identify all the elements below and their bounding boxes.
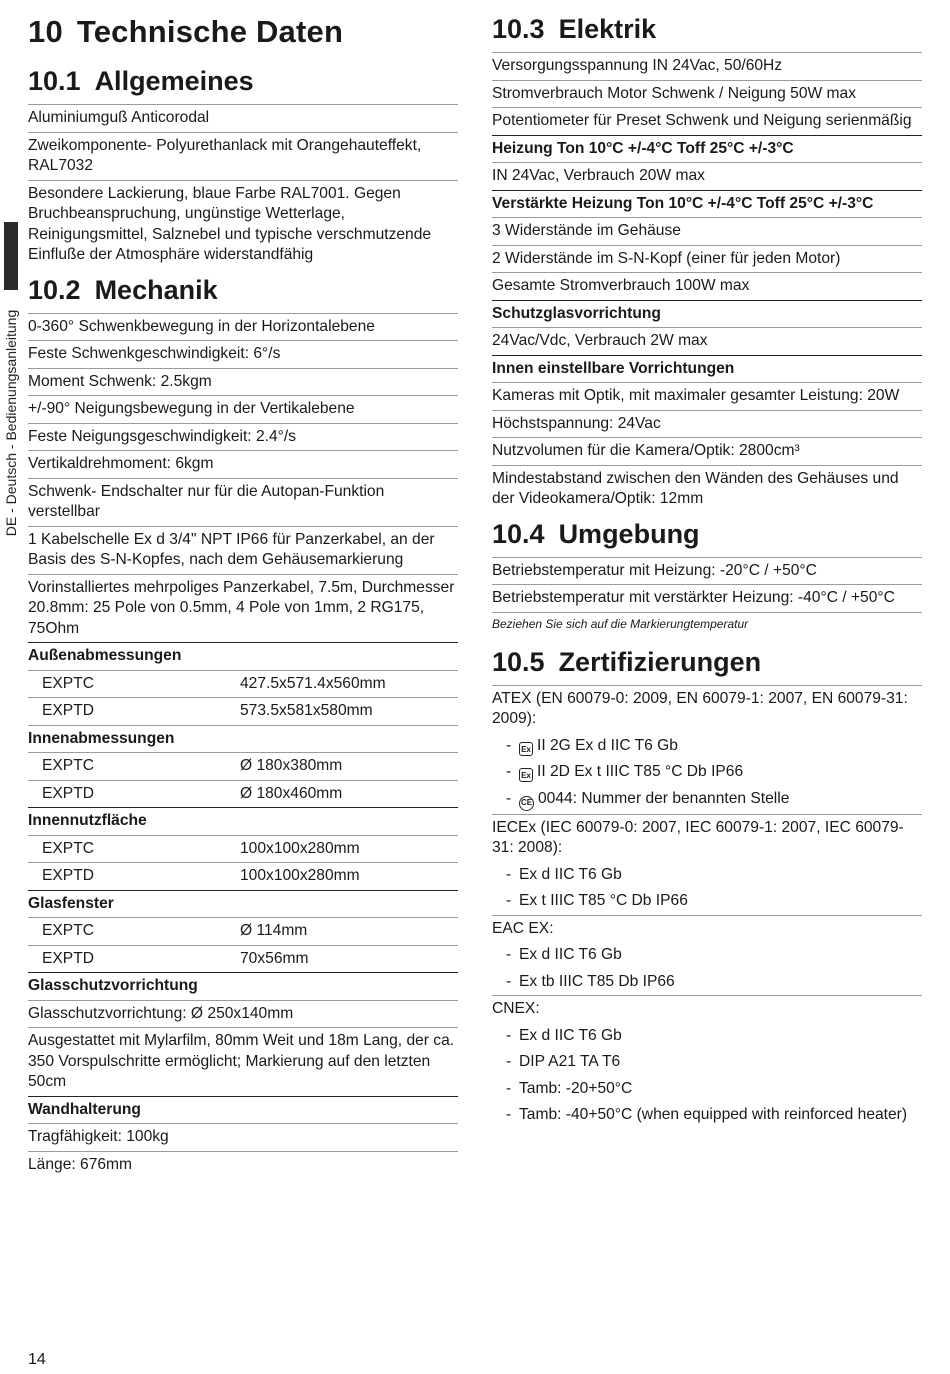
right-column [492, 10, 922, 1129]
kv-row [28, 862, 458, 890]
model-label: EXPTC [42, 674, 94, 692]
section-heading-allgemeines [28, 64, 458, 98]
spec-row: Länge: 676mm [28, 1151, 458, 1179]
section-title: Zertifizierungen [558, 646, 762, 677]
dash: - [506, 1053, 512, 1070]
kv-row [28, 945, 458, 973]
cert-text: Ex tb IIIC T85 Db IP66 [519, 972, 675, 990]
cert-text: II 2D Ex t IIIC T85 °C Db IP66 [537, 763, 744, 780]
list-item [492, 786, 922, 814]
kv-row [28, 697, 458, 725]
cert-text: Ex d IIC T6 Gb [519, 946, 622, 963]
ce-mark-icon: CE [519, 796, 534, 811]
subheading-verstaerkte-heizung: Verstärkte Heizung Ton 10°C +/-4°C Toff 25°C +/-3°C [492, 190, 922, 218]
model-label: EXPTC [42, 839, 94, 857]
subheading-schutzglasvorrichtung: Schutzglasvorrichtung [492, 300, 922, 328]
kv-row [28, 670, 458, 698]
subheading-glasschutzvorrichtung: Glasschutzvorrichtung [28, 972, 458, 1000]
section-number: 10.3 [492, 14, 545, 44]
spec-row: Nutzvolumen für die Kamera/Optik: 2800cm³ [492, 437, 922, 465]
subheading-glasfenster: Glasfenster [28, 890, 458, 918]
dash: - [506, 763, 512, 780]
subheading-heizung: Heizung Ton 10°C +/-4°C Toff 25°C +/-3°C [492, 135, 922, 163]
list-item [492, 1102, 922, 1129]
model-value: 573.5x581x580mm [240, 702, 373, 719]
model-value: 100x100x280mm [240, 839, 360, 857]
dash: - [506, 1079, 512, 1097]
list-item [492, 969, 922, 996]
spec-row: Feste Neigungsgeschwindigkeit: 2.4°/s [28, 423, 458, 451]
spec-row: Vorinstalliertes mehrpoliges Panzerkabel, 7.5m, Durchmesser 20.8mm: 25 Pole von 0.5mm, 4 Pole von 1mm, 2 RG175, 75Ohm [28, 574, 458, 643]
spec-row: 3 Widerstände im Gehäuse [492, 217, 922, 245]
spec-row: Gesamte Stromverbrauch 100W max [492, 272, 922, 300]
spec-row: Aluminiumguß Anticorodal [28, 104, 458, 132]
spec-row: Höchstspannung: 24Vac [492, 410, 922, 438]
page-title [28, 12, 458, 52]
model-value: Ø 180x460mm [240, 784, 343, 802]
list-item [492, 862, 922, 889]
section-title: Mechanik [94, 274, 218, 305]
cert-group-atex: ATEX (EN 60079-0: 2009, EN 60079-1: 2007, EN 60079-31: 2009): [492, 685, 922, 733]
spec-row: +/-90° Neigungsbewegung in der Vertikalebene [28, 395, 458, 423]
spec-row: Kameras mit Optik, mit maximaler gesamter Leistung: 20W [492, 382, 922, 410]
cert-group-iecex: IECEx (IEC 60079-0: 2007, IEC 60079-1: 2007, IEC 60079-31: 2008): [492, 814, 922, 862]
spec-row: Tragfähigkeit: 100kg [28, 1123, 458, 1151]
cert-group-cnex: CNEX: [492, 995, 922, 1023]
cert-text: Ex t IIIC T85 °C Db IP66 [519, 892, 688, 909]
list-item [492, 759, 922, 786]
spec-row: Schwenk- Endschalter nur für die Autopan-Funktion verstellbar [28, 478, 458, 526]
model-label: EXPTD [42, 867, 94, 884]
spec-row: Glasschutzvorrichtung: Ø 250x140mm [28, 1000, 458, 1028]
subheading-innennutzflaeche: Innennutzfläche [28, 807, 458, 835]
kv-row [28, 917, 458, 945]
spec-row: 0-360° Schwenkbewegung in der Horizontalebene [28, 313, 458, 341]
model-value: 427.5x571.4x560mm [240, 674, 386, 692]
spec-row: Mindestabstand zwischen den Wänden des Gehäuses und der Videokamera/Optik: 12mm [492, 465, 922, 513]
model-label: EXPTD [42, 784, 94, 802]
spec-row: 24Vac/Vdc, Verbrauch 2W max [492, 327, 922, 355]
list-item [492, 1023, 922, 1050]
model-value: Ø 180x380mm [240, 757, 343, 774]
dash: - [506, 1106, 512, 1123]
dash: - [506, 865, 512, 883]
section-tab-marker [4, 222, 18, 290]
dash: - [506, 736, 512, 754]
spec-row: 2 Widerstände im S-N-Kopf (einer für jeden Motor) [492, 245, 922, 273]
cert-text: Ex d IIC T6 Gb [519, 865, 622, 883]
dash: - [506, 972, 512, 990]
list-item [492, 1049, 922, 1076]
spec-row: Feste Schwenkgeschwindigkeit: 6°/s [28, 340, 458, 368]
ex-marking-icon: Ex [519, 742, 533, 756]
subheading-innenabmessungen: Innenabmessungen [28, 725, 458, 753]
subheading-innen-einstellbare-vorrichtungen: Innen einstellbare Vorrichtungen [492, 355, 922, 383]
cert-text: II 2G Ex d IIC T6 Gb [537, 736, 678, 754]
list-item [492, 733, 922, 760]
spec-row: Besondere Lackierung, blaue Farbe RAL7001. Gegen Bruchbeanspruchung, ungünstige Wetterlage, Reinigungsmittel, Salznebel und typische verschmutzende Einfluße der Atmosphäre widerstandfähig [28, 180, 458, 269]
section-title: Allgemeines [94, 66, 254, 96]
model-value: 70x56mm [240, 949, 309, 967]
section-title: Elektrik [558, 14, 657, 44]
section-title: Umgebung [558, 518, 700, 549]
certifications-list [492, 685, 922, 1129]
list-item [492, 1076, 922, 1103]
spec-row: Moment Schwenk: 2.5kgm [28, 368, 458, 396]
left-column [28, 10, 458, 1178]
spec-row: Betriebstemperatur mit Heizung: -20°C / +50°C [492, 557, 922, 585]
dash: - [506, 1026, 512, 1044]
spec-row: Potentiometer für Preset Schwenk und Neigung serienmäßig [492, 107, 922, 135]
chapter-title: Technische Daten [76, 14, 344, 49]
section-number: 10.2 [28, 274, 81, 305]
subheading-aussenabmessungen: Außenabmessungen [28, 642, 458, 670]
spec-row: Stromverbrauch Motor Schwenk / Neigung 50W max [492, 80, 922, 108]
model-label: EXPTC [42, 922, 94, 939]
model-value: 100x100x280mm [240, 867, 360, 884]
spec-row: Versorgungsspannung IN 24Vac, 50/60Hz [492, 52, 922, 80]
spec-row: IN 24Vac, Verbrauch 20W max [492, 162, 922, 190]
spec-row: Vertikaldrehmoment: 6kgm [28, 450, 458, 478]
model-label: EXPTD [42, 949, 94, 967]
page-number: 14 [28, 1351, 46, 1368]
list-item [492, 888, 922, 915]
section-heading-zertifizierungen [492, 645, 922, 679]
subheading-wandhalterung: Wandhalterung [28, 1096, 458, 1124]
section-number: 10.5 [492, 646, 545, 677]
spec-row: 1 Kabelschelle Ex d 3/4" NPT IP66 für Panzerkabel, an der Basis des S-N-Kopfes, nach dem Gehäusemarkierung [28, 526, 458, 574]
chapter-number: 10 [28, 14, 63, 49]
kv-row [28, 752, 458, 780]
section-heading-mechanik [28, 273, 458, 307]
dash: - [506, 789, 512, 807]
model-value: Ø 114mm [240, 922, 308, 939]
spec-row: Betriebstemperatur mit verstärkter Heizung: -40°C / +50°C [492, 584, 922, 612]
kv-row [28, 780, 458, 808]
spec-row: Ausgestattet mit Mylarfilm, 80mm Weit und 18m Lang, der ca. 350 Vorspulschritte ermöglicht; Markierung auf den letzten 50cm [28, 1027, 458, 1096]
model-label: EXPTC [42, 757, 94, 774]
dash: - [506, 946, 512, 963]
section-number: 10.4 [492, 518, 545, 549]
cert-text: Tamb: -40+50°C (when equipped with reinforced heater) [519, 1106, 908, 1123]
cert-text: Tamb: -20+50°C [519, 1079, 633, 1097]
section-heading-umgebung [492, 517, 922, 551]
cert-group-eac: EAC EX: [492, 915, 922, 943]
cert-text: DIP A21 TA T6 [519, 1053, 621, 1070]
cert-text: Ex d IIC T6 Gb [519, 1026, 622, 1044]
section-heading-elektrik [492, 12, 922, 46]
kv-row [28, 835, 458, 863]
list-item [492, 942, 922, 969]
temperature-note: Beziehen Sie sich auf die Markierungtemperatur [492, 612, 922, 641]
cert-text: 0044: Nummer der benannten Stelle [538, 789, 790, 807]
side-language-label: DE - Deutsch - Bedienungsanleitung [3, 309, 19, 537]
spec-row: Zweikomponente- Polyurethanlack mit Orangehauteffekt, RAL7032 [28, 132, 458, 180]
dash: - [506, 892, 512, 909]
ex-marking-icon: Ex [519, 768, 533, 782]
section-number: 10.1 [28, 66, 81, 96]
model-label: EXPTD [42, 702, 94, 719]
